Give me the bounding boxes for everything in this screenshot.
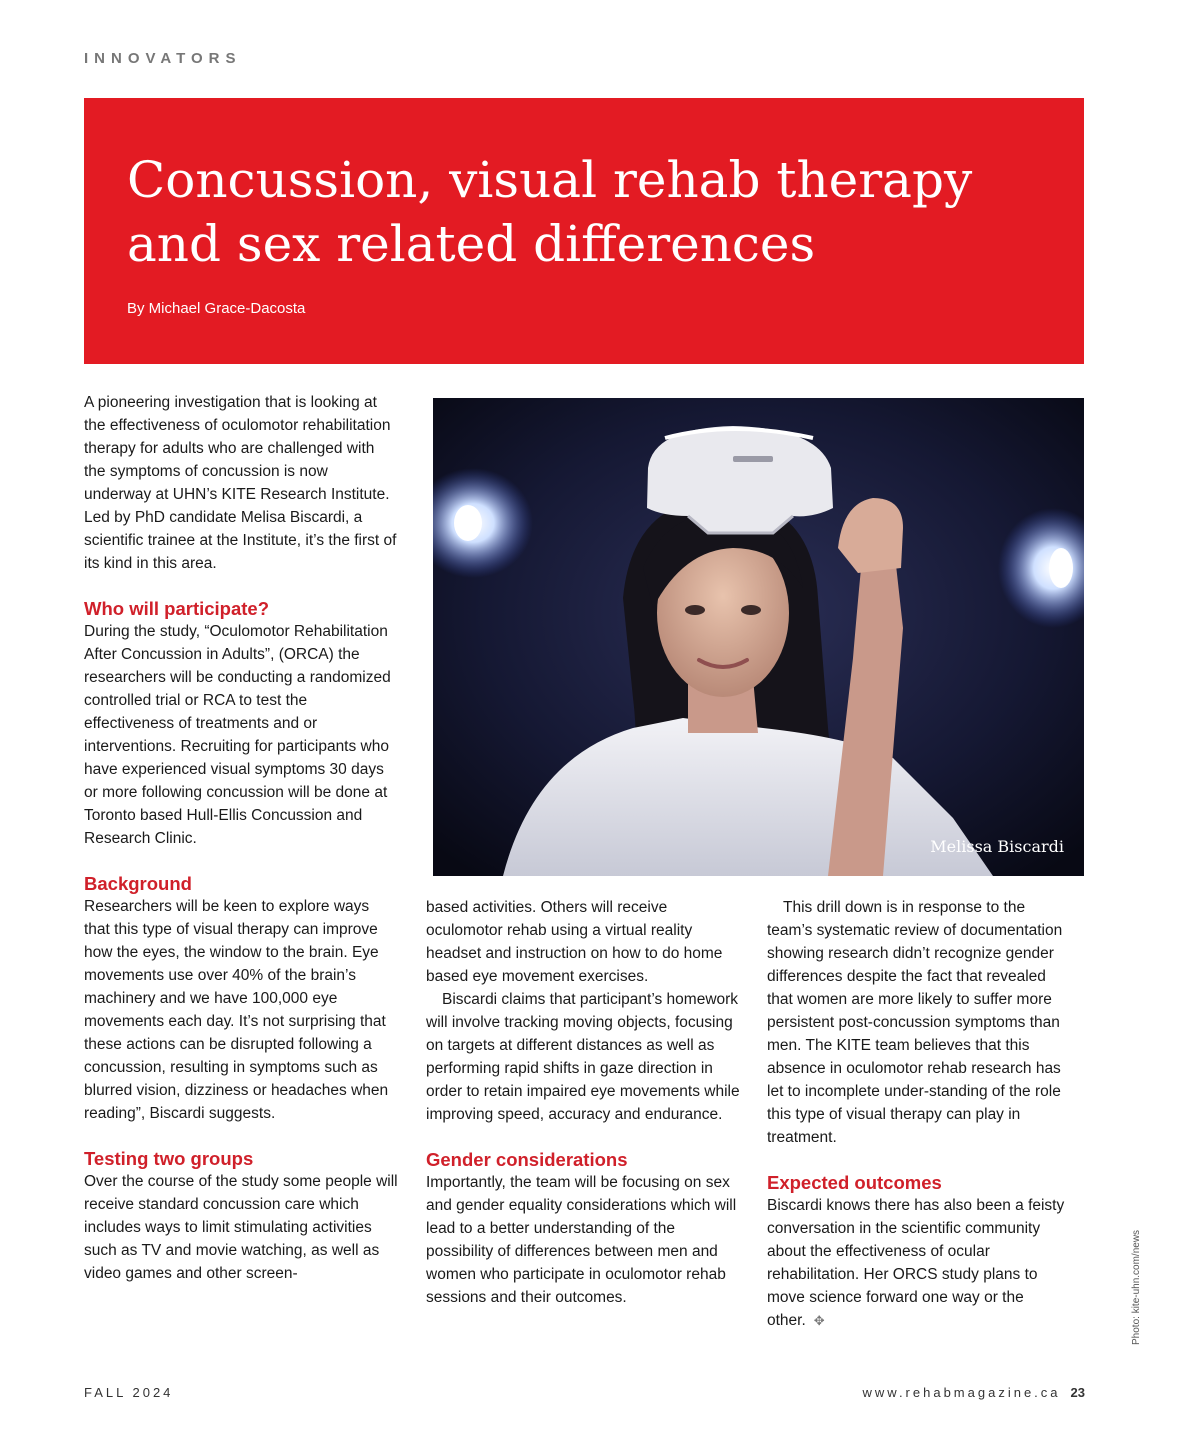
gender-paragraph: Importantly, the team will be focusing on sex and gender equality considerations which will lead to a better understanding of the possibility of differences between men and women who participate in oculomotor rehab sessions and their outcomes. <box>426 1174 737 1306</box>
page-number: 23 <box>1070 1385 1085 1400</box>
title-line-2: and sex related differences <box>127 215 816 273</box>
homework-paragraph: Biscardi claims that participant’s homework will involve tracking moving objects, focusing on targets at different distances as well as performing rapid shifts in gaze direction in order to retain impaired eye movements while improving speed, accuracy and endurance. <box>426 991 740 1123</box>
outcomes-paragraph: Biscardi knows there has also been a feisty conversation in the scientific community about the effectiveness of ocular rehabilitation. Her ORCS study plans to move science forward one way or the other. <box>767 1197 1065 1329</box>
outcomes-paragraph-wrapper <box>767 1194 1067 1332</box>
issue-label: FALL 2024 <box>84 1385 174 1400</box>
portrait-photo <box>433 398 1084 876</box>
footer-right <box>863 1385 1086 1400</box>
column-1 <box>84 391 399 1285</box>
photo-credit: Photo: kite-uhn.com/news <box>1131 1229 1142 1345</box>
column-2 <box>426 896 740 1309</box>
screen-activities-paragraph: based activities. Others will receive oculomotor rehab using a virtual reality headset and instruction on how to do home based eye movement exercises. <box>426 899 723 985</box>
heading-who-will-participate: Who will participate? <box>84 598 270 619</box>
testing-paragraph: Over the course of the study some people will receive standard concussion care which includes ways to limit stimulating activities such as TV and movie watching, as well as video games and other screen- <box>84 1173 398 1282</box>
section-label: INNOVATORS <box>84 50 242 67</box>
byline: By Michael Grace-Dacosta <box>127 300 306 317</box>
intro-paragraph: A pioneering investigation that is looking at the effectiveness of oculomotor rehabilitation therapy for adults who are challenged with the symptoms of concussion is now underway at UHN’s KITE Research Institute. Led by PhD candidate Melisa Biscardi, a scientific trainee at the Institute, it’s the first of its kind in this area. <box>84 394 397 572</box>
article-title <box>127 148 1057 276</box>
photo-caption: Melissa Biscardi <box>930 837 1064 856</box>
portrait-illustration <box>433 398 1084 876</box>
title-line-1: Concussion, visual rehab therapy <box>127 151 973 209</box>
headline-banner <box>84 98 1084 364</box>
heading-background: Background <box>84 873 192 894</box>
heading-expected-outcomes: Expected outcomes <box>767 1172 942 1193</box>
participate-paragraph: During the study, “Oculomotor Rehabilitation After Concussion in Adults”, (ORCA) the researchers will be conducting a randomized controlled trial or RCA to test the effectiveness of treatments and or interventions. Recruiting for participants who have experienced visual symptoms 30 days or more following concussion will be done at Toronto based Hull-Ellis Concussion and Research Clinic. <box>84 623 391 847</box>
website-link[interactable]: www.rehabmagazine.ca <box>862 1385 1061 1400</box>
column-3 <box>767 896 1067 1332</box>
end-mark-icon: ✥ <box>813 1313 825 1328</box>
drill-down-paragraph: This drill down is in response to the team’s systematic review of documentation showing research didn’t recognize gender differences despite the fact that revealed that women are more likely to suffer more persistent post-concussion symptoms than men. The KITE team believes that this absence in oculomotor rehab research has let to incomplete under-standing of the role this type of visual therapy can play in treatment. <box>767 899 1063 1146</box>
background-paragraph: Researchers will be keen to explore ways that this type of visual therapy can improve how the eyes, the window to the brain. Eye movements use over 40% of the brain’s machinery and we have 100,000 eye movements each day. It’s not surprising that these actions can be disrupted following a concussion, resulting in symptoms such as blurred vision, dizziness or headaches when reading”, Biscardi suggests. <box>84 898 389 1122</box>
heading-testing-two-groups: Testing two groups <box>84 1148 254 1169</box>
heading-gender-considerations: Gender considerations <box>426 1149 628 1170</box>
